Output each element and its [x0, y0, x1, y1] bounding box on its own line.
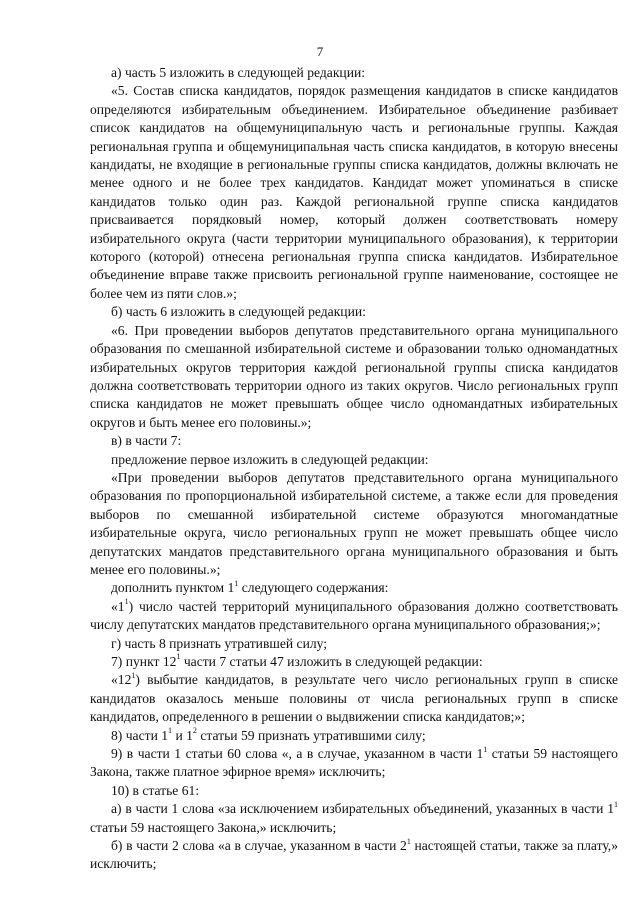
item-8-superscript-1: 1 [168, 726, 173, 736]
b10-text-a: б) в части 2 слова «а в случае, указанном в части 2 [111, 838, 407, 854]
supplement-text-a: дополнить пунктом 1 [111, 580, 235, 596]
item-8-superscript-2: 2 [192, 726, 197, 736]
point-12-1-superscript: 1 [131, 670, 136, 680]
paragraph-b-part6: б) часть 6 изложить в следующей редакции: [111, 304, 366, 320]
paragraph-part7-quote: «При проведении выборов депутатов представительного органа муниципального образования по пропорциональной избирательной системе, а также если для проведения выборов по смешанной избирательной системе образуются многомандатные избирательные округа, число региональных групп не может превышать общее число депутатских мандатов представительного органа муниципального образования и быть менее его половины.»; [90, 469, 618, 577]
paragraph-b-item-10 [90, 837, 618, 874]
item-9-text-a: 9) в части 1 статьи 60 слова «, а в случае, указанном в части 1 [111, 746, 484, 762]
item-7-text-b: части 7 статьи 47 изложить в следующей редакции: [180, 654, 483, 669]
page-number: 7 [316, 44, 324, 59]
paragraph-point-1-1 [90, 598, 618, 635]
paragraph-part6-quote: «6. При проведении выборов депутатов представительного органа муниципального образования по смешанной избирательной системе и образовании только одномандатных избирательных округов территория каждой региональной группы списка кандидатов должна соответствовать территории одного из таких округов. Число региональных групп списка кандидатов не может превышать общее число одномандатных избирательных округов и быть менее его половины.»; [90, 322, 618, 430]
paragraph-point-12-1 [90, 671, 618, 726]
point-12-1-open: «12 [111, 672, 132, 688]
b10-superscript: 1 [406, 836, 411, 846]
supplement-superscript: 1 [234, 578, 239, 588]
paragraph-part5-quote: «5. Состав списка кандидатов, порядок размещения кандидатов в списке кандидатов определяются избирательным объединением. Избирательное объединение разбивает список кандидатов на общемуниципальную часть и региональные группы. Каждая региональная группа и общемуниципальная часть списка кандидатов, в которую внесены кандидаты, не входящие в региональные группы списка кандидатов, должны включать не менее одного и не более трех кандидатов. Кандидат может упоминаться в списке кандидатов только один раз. Каждой региональной группе списка кандидатов присваивается порядковый номер, который должен соответствовать номеру избирательного округа (части территории муниципального образования), к территории которого (которой) отнесена региональная группа списка кандидатов. Избирательное объединение вправе также присвоить региональной группе наименование, состоящее не более чем из пяти слов.»; [90, 83, 618, 301]
paragraph-item-9 [90, 745, 618, 782]
a10-superscript: 1 [614, 799, 618, 809]
item-9-superscript: 1 [483, 744, 488, 754]
item-8-text-b: и 1 [172, 727, 193, 743]
point-1-1-text: ) число частей территорий муниципального образования должно соответствовать числу депутатских мандатов представительного органа муниципального образования;»; [90, 598, 618, 633]
point-12-1-text: ) выбытие кандидатов, в результате чего число региональных групп в списке кандидатов оказалось меньше половины от числа региональных групп в списке кандидатов, определенного в решении о выдвижении списка кандидатов;»; [90, 672, 618, 725]
paragraph-item-7 [90, 653, 618, 671]
point-1-1-open: «1 [111, 598, 125, 614]
a10-text-a: а) в части 1 слова «за исключением избирательных объединений, указанных в части 1 [111, 801, 614, 817]
item-7-superscript: 1 [176, 652, 181, 662]
document-body [90, 64, 618, 874]
b10-text-b: настоящей статьи, также за плату,» исключить; [90, 838, 618, 872]
paragraph-supplement [90, 579, 618, 597]
paragraph-item-10: 10) в статье 61: [111, 782, 200, 798]
item-8-text-c: статьи 59 признать утратившими силу; [196, 727, 426, 743]
supplement-text-b: следующего содержания: [238, 580, 389, 596]
paragraph-item-8 [90, 727, 618, 745]
item-9-text-b: статьи 59 настоящего Закона, также платное эфирное время» исключить; [90, 746, 618, 780]
paragraph-first-sentence: предложение первое изложить в следующей редакции: [111, 451, 429, 467]
paragraph-a-part5: а) часть 5 изложить в следующей редакции: [111, 65, 366, 80]
paragraph-a-item-10 [90, 800, 618, 837]
item-8-text-a: 8) части 1 [111, 727, 169, 743]
point-1-1-superscript: 1 [124, 597, 129, 607]
item-7-text-a: 7) пункт 12 [111, 654, 177, 669]
a10-text-b: статьи 59 настоящего Закона,» исключить; [90, 819, 337, 835]
paragraph-v-part7: в) в части 7: [111, 433, 182, 449]
paragraph-g-part8: г) часть 8 признать утратившей силу; [111, 635, 328, 651]
